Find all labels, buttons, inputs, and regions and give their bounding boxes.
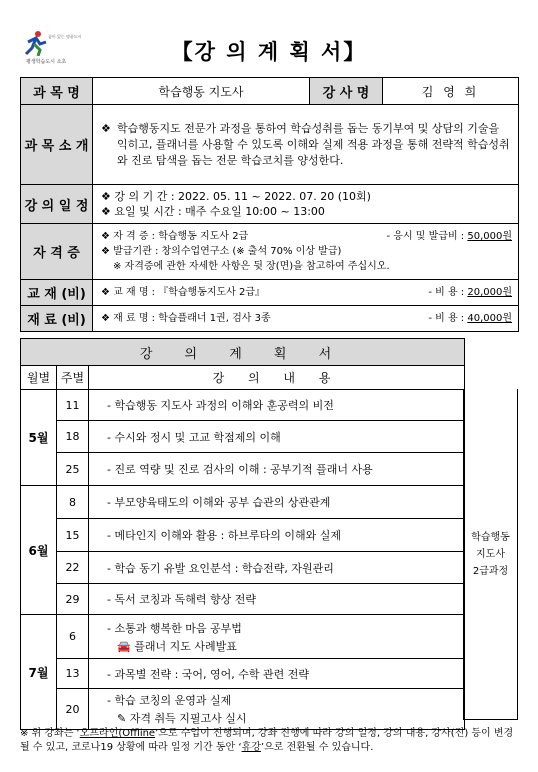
course-name-value: 학습행동 지도사: [93, 78, 310, 105]
cert-note: ※ 자격증에 관한 자세한 사항은 뒷 장(면)을 참고하여 주십시오.: [113, 261, 390, 272]
textbook-cost-label: - 비 용 :: [428, 287, 465, 298]
side-line: 2급과정: [472, 565, 509, 577]
month-may: 5월: [21, 390, 57, 486]
footer-note: [20, 727, 518, 755]
course-level-cell: [463, 389, 518, 720]
material-cost: 40,000원: [467, 313, 512, 324]
col-week: 주별: [57, 366, 89, 390]
instructor-value: 김 영 희: [383, 78, 519, 105]
diamond-bullet-icon: ❖: [101, 190, 115, 203]
side-line: 학습행동: [471, 531, 510, 543]
logo-name: 평생학습도시 소초: [26, 59, 67, 65]
month-june: 6월: [21, 486, 57, 615]
textbook-name: 교 재 명 : 『학습행동지도사 2급』: [113, 287, 266, 298]
course-name-label: 과 목 명: [21, 78, 93, 105]
col-content: 강 의 내 용: [89, 366, 465, 390]
material-label: 재 료 (비): [21, 306, 93, 332]
diamond-bullet-icon: ❖: [101, 121, 111, 135]
schedule-label: 강 의 일 정: [21, 185, 93, 224]
lesson-sub: 플래너 지도 사례발표: [134, 639, 237, 653]
lesson-text: - 학습 코칭의 운영과 실제: [107, 694, 232, 707]
week-day: 13: [57, 659, 89, 689]
footer-text: ’으로 수업이 진행되며, 강좌 진행에 따라 강의 일정, 강의 내용, 강사(진) 등이 변경될 수 있고, 코로나19 상황에 따라 일정 기간 동안 ‘: [20, 728, 514, 753]
cert-issuer: 발급기관 : 창의수업연구소 (※ 출석 70% 이상 발급): [113, 246, 342, 257]
diamond-bullet-icon: ❖: [101, 313, 114, 324]
fee-label: - 응시 및 발급비 :: [386, 231, 465, 242]
week-day: 22: [57, 552, 89, 584]
cert-name: 자 격 증 : 학습행동 지도사 2급: [113, 231, 249, 242]
schedule-time: 요일 및 시간 : 매주 수요일 10:00 ~ 13:00: [114, 205, 325, 218]
material-cell: [93, 306, 519, 332]
logo-tagline: 꿈이 있는 명품도시: [48, 34, 82, 39]
week-day: 20: [57, 689, 89, 730]
week-day: 8: [57, 486, 89, 519]
qualification-cell: [93, 224, 519, 280]
intro-text: 학습행동지도 전문가 과정을 통하여 학습성취를 돕는 동기부여 및 상담의 기술을 익히고, 플래너를 사용할 수 있도록 이해와 실제 적용 과정을 통해 전략적 학습성취와 진로 탐색을 돕는 전문 학습코치를 양성한다.: [117, 121, 510, 167]
schedule-period: 강 의 기 간 : 2022. 05. 11 ~ 2022. 07. 20 (10회): [114, 190, 371, 203]
footer-text: ’으로 전환될 수 있습니다.: [260, 742, 374, 753]
lesson-text: - 소통과 행복한 마음 공부법: [107, 621, 242, 635]
fee-value: 50,000원: [467, 231, 512, 242]
lesson-text: - 메타인지 이해와 활용 : 하브루타의 이해와 실제: [89, 519, 465, 552]
lesson-text: - 학습행동 지도사 과정의 이해와 훈공력의 비전: [89, 390, 465, 421]
lesson-text: - 수시와 정시 및 고교 학점제의 이해: [89, 421, 465, 453]
diamond-bullet-icon: ❖: [101, 231, 114, 242]
lesson-cell: [89, 615, 465, 659]
lesson-text: - 독서 코칭과 독해력 향상 전략: [89, 584, 465, 615]
diamond-bullet-icon: ❖: [101, 287, 114, 298]
textbook-cost: 20,000원: [467, 287, 512, 298]
diamond-bullet-icon: ❖: [101, 246, 114, 257]
lecture-plan-table: [20, 338, 465, 730]
pencil-icon: ✎: [117, 712, 130, 725]
schedule-cell: [93, 185, 519, 224]
intro-cell: [93, 105, 519, 185]
instructor-label: 강 사 명: [310, 78, 383, 105]
lesson-text: - 부모양육태도의 이해와 공부 습관의 상관관계: [89, 486, 465, 519]
lesson-text: - 과목별 전략 : 국어, 영어, 수학 관련 전략: [89, 659, 465, 689]
lesson-text: - 학습 동기 유발 요인분석 : 학습전략, 자원관리: [89, 552, 465, 584]
footer-offline: 오프라인(Offline: [79, 728, 156, 739]
textbook-label: 교 재 (비): [21, 280, 93, 306]
plan-title: 강 의 계 획 서: [21, 339, 465, 366]
week-day: 29: [57, 584, 89, 615]
footer-text: ※ 위 강좌는 ‘: [20, 728, 80, 739]
material-cost-label: - 비 용 :: [428, 313, 465, 324]
col-month: 월별: [21, 366, 57, 390]
lesson-cell: [89, 689, 465, 730]
month-july: 7월: [21, 615, 57, 730]
footer-halt: 휴강: [241, 742, 261, 753]
week-day: 11: [57, 390, 89, 421]
page-title: 【강 의 계 획 서】: [171, 40, 367, 64]
week-day: 25: [57, 453, 89, 486]
textbook-cell: [93, 280, 519, 306]
week-day: 6: [57, 615, 89, 659]
week-day: 18: [57, 421, 89, 453]
car-icon: 🚘: [117, 639, 135, 653]
intro-label: 과 목 소 개: [21, 105, 93, 185]
course-info-table: [20, 77, 519, 332]
lesson-sub: 자격 취득 지필고사 실시: [129, 712, 247, 725]
lesson-text: - 진로 역량 및 진로 검사의 이해 : 공부기적 플래너 사용: [89, 453, 465, 486]
material-name: 재 료 명 : 학습플래너 1권, 검사 3종: [113, 313, 271, 324]
qualification-label: 자 격 증: [21, 224, 93, 280]
week-day: 15: [57, 519, 89, 552]
diamond-bullet-icon: ❖: [101, 205, 115, 218]
side-line: 지도사: [476, 548, 505, 560]
